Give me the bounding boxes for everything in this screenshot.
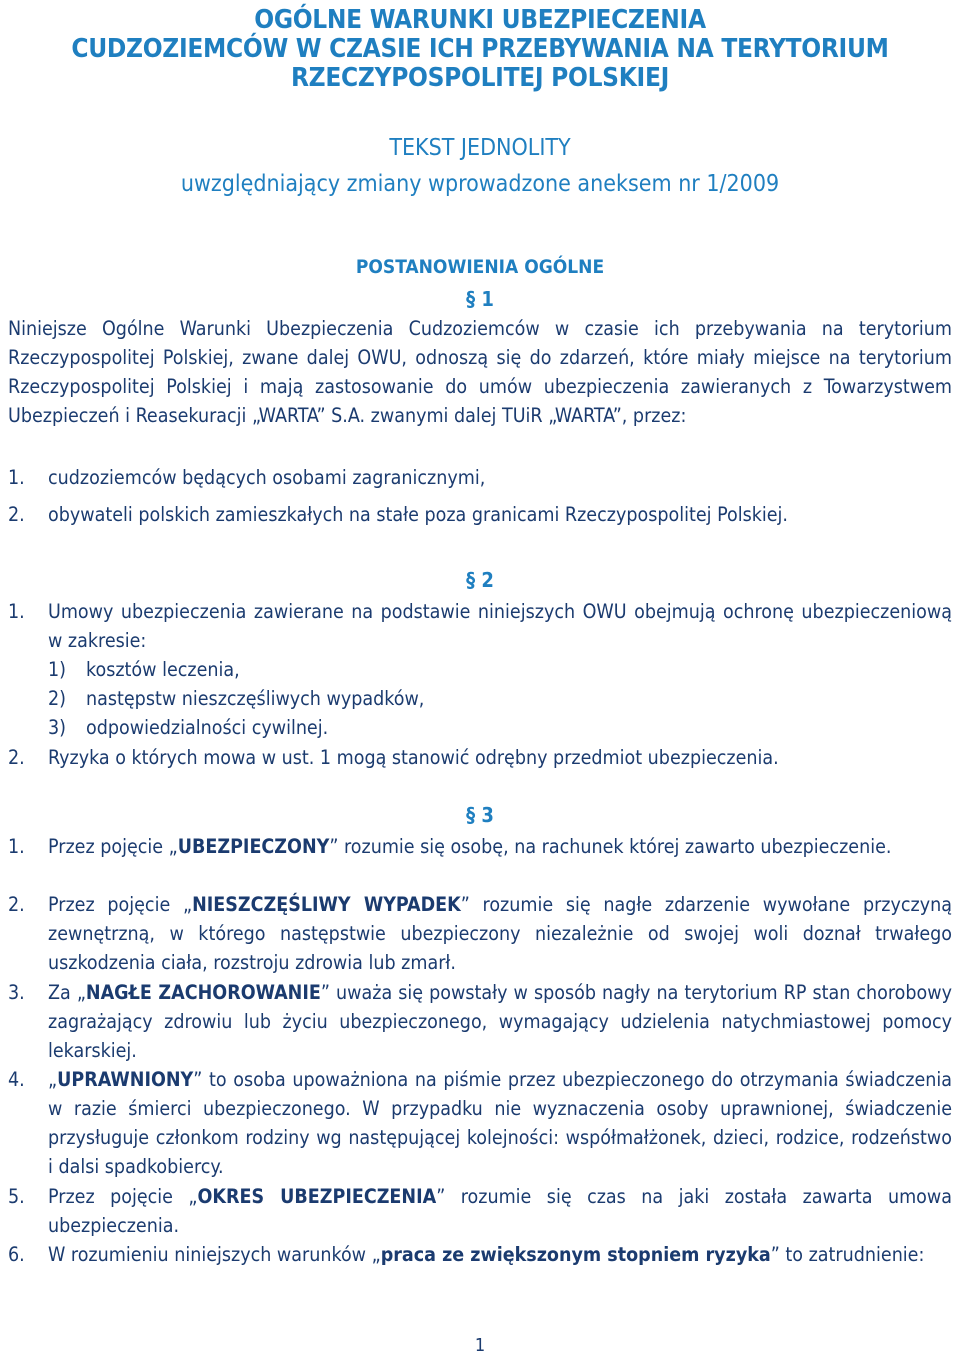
subtitle-line-2: uwzględniający zmiany wprowadzone aneksem nr 1/2009 xyxy=(180,171,780,197)
s3-definition-6 xyxy=(8,1240,952,1269)
s1-intro-paragraph: Niniejsze Ogólne Warunki Ubezpieczenia Cudzoziemców w czasie ich przebywania na terytorium Rzeczypospolitej Polskiej, zwane dalej OWU, odnoszą się do zdarzeń, które miały miejsce na terytorium Rzeczypospolitej Polskiej i mają zastosowanie do umów ubezpieczenia zawieranych z Towarzystwem Ubezpieczeń i Reasekuracji „WARTA” S.A. zwanymi dalej TUiR „WARTA”, przez: xyxy=(8,317,952,427)
list-item-number: 5. xyxy=(8,1185,25,1208)
subitem-number: 2) xyxy=(48,687,67,710)
s3-definition-4 xyxy=(8,1065,952,1181)
s3-definition-5 xyxy=(8,1182,952,1240)
s3-definition-1 xyxy=(8,832,952,861)
definition-pre: Przez pojęcie „ xyxy=(48,835,178,858)
list-item-text: obywateli polskich zamieszkałych na stałe poza granicami Rzeczypospolitej Polskiej. xyxy=(48,503,788,526)
list-item-text: Umowy ubezpieczenia zawierane na podstawie niniejszych OWU obejmują ochronę ubezpieczeniową w zakresie: xyxy=(48,600,952,652)
list-item-number: 6. xyxy=(8,1243,25,1266)
title-line-1: OGÓLNE WARUNKI UBEZPIECZENIA xyxy=(254,5,706,35)
section-mark-1: § 1 xyxy=(466,287,494,311)
document-subtitle xyxy=(0,130,960,202)
list-item-number: 1. xyxy=(8,466,25,489)
document-title xyxy=(0,6,960,93)
defined-term: UBEZPIECZONY xyxy=(177,835,330,858)
definition-post: ” rozumie się nagłe zdarzenie wywołane przyczyną zewnętrzną, w którego następstwie ubezpieczony niezależnie od swojej woli doznał trwałego uszkodzenia ciała, rozstroju zdrowia lub zmarł. xyxy=(48,893,952,974)
subitem-number: 1) xyxy=(48,658,67,681)
s2-list-item-2 xyxy=(8,743,952,772)
definition-text xyxy=(48,832,952,861)
list-item-number: 3. xyxy=(8,981,25,1004)
page-number: 1 xyxy=(474,1335,486,1356)
definition-text xyxy=(48,890,952,977)
definition-post: ” uważa się powstały w sposób nagły na terytorium RP stan chorobowy zagrażający zdrowiu lub życiu ubezpieczonego, wymagający udzielenia natychmiastowej pomocy lekarskiej. xyxy=(48,981,953,1062)
section-mark-2: § 2 xyxy=(466,568,494,592)
subitem-text: następstw nieszczęśliwych wypadków, xyxy=(86,687,425,710)
list-item-number: 2. xyxy=(8,503,25,526)
list-item-number: 4. xyxy=(8,1068,25,1091)
s3-definition-2 xyxy=(8,890,952,977)
title-line-3: RZECZYPOSPOLITEJ POLSKIEJ xyxy=(290,63,670,93)
definition-pre: Przez pojęcie „ xyxy=(48,1185,198,1208)
definition-text xyxy=(48,1065,952,1181)
list-item-number: 1. xyxy=(8,600,25,623)
list-item-text: Ryzyka o których mowa w ust. 1 mogą stanowić odrębny przedmiot ubezpieczenia. xyxy=(48,746,779,769)
definition-text xyxy=(48,1182,952,1240)
title-line-2: CUDZOZIEMCÓW W CZASIE ICH PRZEBYWANIA NA TERYTORIUM xyxy=(71,34,889,64)
subitem-number: 3) xyxy=(48,716,67,739)
s2-subitem-3 xyxy=(48,713,948,742)
list-item-number: 2. xyxy=(8,746,25,769)
definition-post: ” rozumie się czas na jaki została zawarta umowa ubezpieczenia. xyxy=(48,1185,952,1237)
definition-pre: Za „ xyxy=(48,981,86,1004)
definition-pre: „ xyxy=(48,1068,58,1091)
definition-post: ” rozumie się osobę, na rachunek której zawarto ubezpieczenie. xyxy=(329,835,892,858)
defined-term: UPRAWNIONY xyxy=(57,1068,194,1091)
definition-post: ” to osoba upoważniona na piśmie przez ubezpieczonego do otrzymania świadczenia w razie śmierci ubezpieczonego. W przypadku nie wyznaczenia osoby uprawnionej, świadczenie przysługuje członkom rodziny wg następującej kolejności: współmałżonek, dzieci, rodzice, rodzeństwo i dalsi spadkobiercy. xyxy=(48,1068,952,1178)
definition-text xyxy=(48,1240,952,1269)
defined-term: NAGŁE ZACHOROWANIE xyxy=(85,981,321,1004)
definition-text xyxy=(48,978,952,1065)
defined-term: NIESZCZĘŚLIWY WYPADEK xyxy=(192,893,461,916)
defined-term: OKRES UBEZPIECZENIA xyxy=(197,1185,437,1208)
list-item-number: 2. xyxy=(8,893,25,916)
subtitle-line-1: TEKST JEDNOLITY xyxy=(389,135,571,161)
s2-subitem-2 xyxy=(48,684,948,713)
s3-definition-3 xyxy=(8,978,952,1065)
list-item-number: 1. xyxy=(8,835,25,858)
definition-post: ” to zatrudnienie: xyxy=(770,1243,925,1266)
s2-subitem-1 xyxy=(48,655,948,684)
s1-list-item-1 xyxy=(8,463,952,492)
section-heading: POSTANOWIENIA OGÓLNE xyxy=(355,256,605,278)
defined-term: praca ze zwiększonym stopniem ryzyka xyxy=(380,1243,771,1266)
s1-list-item-2 xyxy=(8,500,952,529)
s2-list-item-1 xyxy=(8,597,952,655)
subitem-text: kosztów leczenia, xyxy=(86,658,240,681)
definition-pre: W rozumieniu niniejszych warunków „ xyxy=(48,1243,381,1266)
definition-pre: Przez pojęcie „ xyxy=(48,893,193,916)
section-mark-3: § 3 xyxy=(466,803,494,827)
list-item-text: cudzoziemców będących osobami zagranicznymi, xyxy=(48,466,486,489)
subitem-text: odpowiedzialności cywilnej. xyxy=(86,716,329,739)
